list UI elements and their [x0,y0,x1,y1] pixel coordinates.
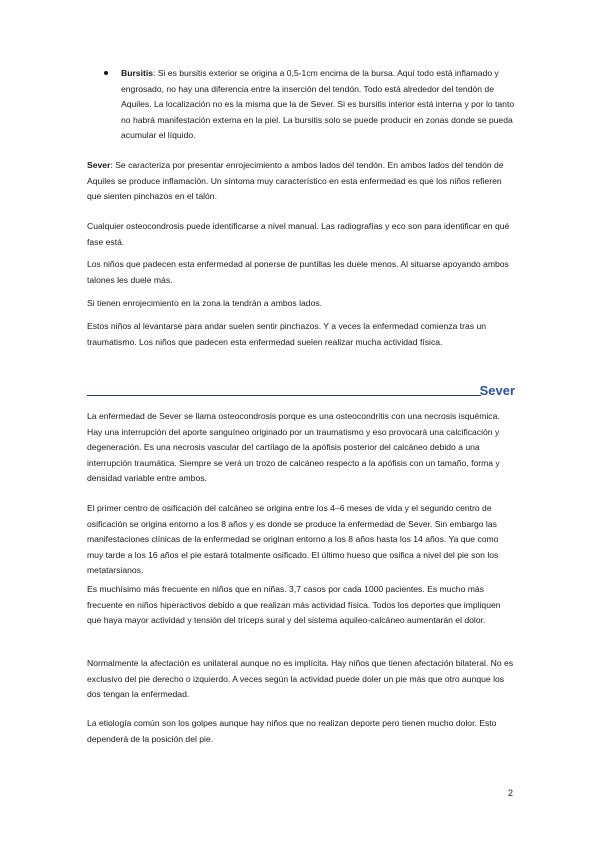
page-number: 2 [508,788,514,798]
bursitis-paragraph [121,66,516,144]
sever-intro-paragraph [87,158,515,205]
paragraph-osificacion: El primer centro de osificación del calcáneo se origina entre los 4–6 meses de vida y el segundo centro de osificación se origina entorno a los 8 años y es donde se produce la enfermedad de Sever. Sin embargo las manifestaciones clínicas de la enfermedad se originan entorno a los 8 años hasta los 14 años. Ya que como muy tarde a los 16 años el pie estará totalmente osificado. El último hueso que osifica a nivel del pie son los metatarsianos. [87,503,499,575]
paragraph-frecuencia: Es muchísimo más frecuente en niños que en niñas. 3,7 casos por cada 1000 pacientes. Es mucho más frecuente en niños hiperactivos debido a que realizan más actividad física. Todos los deportes que impliquen que haya mayor actividad y tensión del tríceps sural y del sistema aquileo-calcáneo aumentarán el dolor. [87,584,501,625]
heading-rule [87,395,481,396]
paragraph-puntillas: Los niños que padecen esta enfermedad al ponerse de puntillas les duele menos. Al situarse apoyando ambos talones les duele más. [87,259,509,285]
paragraph-pinchazos: Estos niños al levantarse para andar suelen sentir pinchazos. Y a veces la enfermedad comienza tras un traumatismo. Los niños que padecen esta enfermedad suelen realizar mucha actividad física. [87,321,487,347]
paragraph-afectacion: Normalmente la afectación es unilateral aunque no es implícita. Hay niños que tienen afectación bilateral. No es exclusivo del pie derecho o izquierdo. A veces según la actividad puede doler un pie más que otro aunque los dos tengan la enfermedad. [87,658,514,699]
bullet-point-icon [104,71,108,75]
paragraph-etiologia: La etiología común son los golpes aunque hay niños que no realizan deporte pero tienen mucho dolor. Esto dependerá de la posición del pie. [87,718,497,744]
section-heading-row [87,379,515,399]
paragraph-osteocondrosis: Cualquier osteocondrosis puede identificarse a nivel manual. Las radiografías y eco son para identificar en qué fase está. [87,221,510,247]
bursitis-bullet-item [104,66,516,144]
sever-term: Sever [87,160,111,170]
section-heading: Sever [479,383,515,398]
paragraph-enrojecimiento: Si tienen enrojecimiento en la zona la tendrán a ambos lados. [87,298,323,308]
sever-intro-text: : Se caracteriza por presentar enrojecimiento a ambos lados del tendón. En ambos lados del tendón de Aquiles se produce inflamación. Un síntoma muy característico en esta enfermedad es que los niños refieren que sienten pinchazos en el talón. [87,160,504,201]
bursitis-text: : Si es bursitis exterior se origina a 0,5-1cm encima de la bursa. Aquí todo está inflamado y engrosado, no hay una diferencia entre la inserción del tendón. Todo está alrededor del tendón de Aquiles. La localización no es la misma que la de Sever. Si es bursitis interior está interna y por lo tanto no habrá manifestación externa en la piel. La bursitis solo se puede producir en zonas donde se pueda acumular el líquido. [121,68,515,140]
paragraph-definition: La enfermedad de Sever se llama osteocondrosis porque es una osteocondritis con una necrosis isquémica. Hay una interrupción del aporte sanguíneo originado por un traumatismo y eso provocará una calcificación y degeneración. Es una necrosis vascular del cartílago de la apófisis posterior del calcáneo debido a una interrupción traumática. Siempre se verá un trozo de calcáneo respecto a la apófisis con un tamaño, forma y densidad variable entre ambos. [87,411,500,483]
bursitis-term: Bursitis [121,68,153,78]
